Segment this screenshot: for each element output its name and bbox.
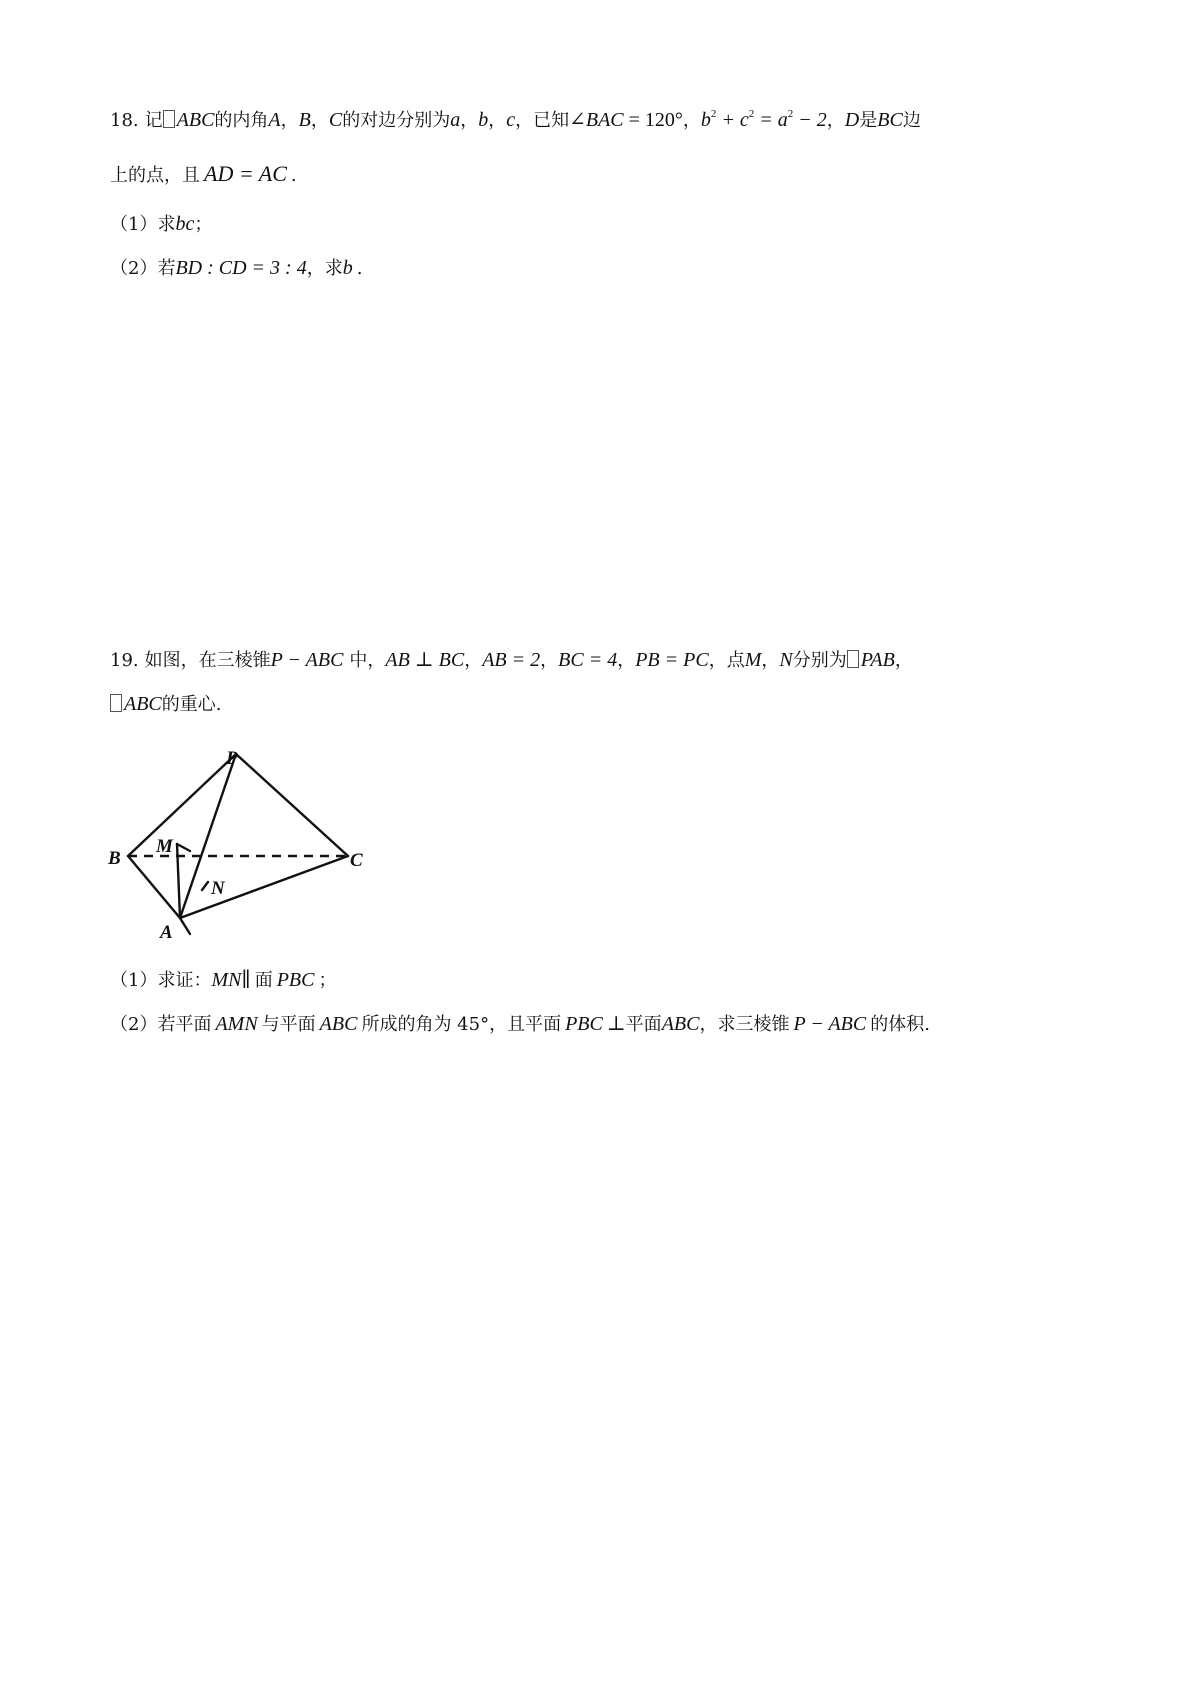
q19-text: 的重心. (161, 694, 222, 715)
triangle-symbol-icon (163, 110, 175, 128)
q19-bc-length: BC = 4 (558, 649, 618, 671)
q18-punct: ， (310, 110, 329, 131)
q19-punct: ， (540, 650, 559, 671)
parallel-symbol: ∥ (241, 969, 251, 991)
q19-text: 如图，在三棱锥 (144, 650, 271, 671)
q19-mn: MN (211, 969, 242, 991)
q18-punct: ， (826, 110, 845, 131)
q18-text: 是 (859, 110, 878, 131)
q19-punct: ， (894, 650, 913, 671)
q19-punct: ， (761, 650, 780, 671)
q19-text: 面 (254, 970, 273, 991)
q19-perpendicular: AB ⊥ BC (385, 649, 465, 671)
q19-triangle-pab: PAB (860, 649, 895, 671)
edge-ba (128, 856, 180, 918)
q19-part2-label: （2）若平面 (110, 1014, 212, 1035)
q18-part2-label: （2）若 (110, 258, 176, 279)
q19-pyramid: P − ABC (793, 1013, 867, 1035)
q19-triangle-abc: ABC (124, 693, 162, 715)
q18-punct: . (290, 165, 297, 186)
point-n-mark (202, 882, 208, 890)
q18-angle-value: = 120° (623, 109, 683, 131)
label-C: C (350, 850, 363, 871)
q19-pbc: PBC (276, 969, 315, 991)
q19-punct: ， (464, 650, 483, 671)
q18-text: 的对边分别为 (342, 110, 451, 131)
q18-ratio: BD : CD = 3 : 4 (175, 257, 307, 279)
q19-text: 与平面 (261, 1014, 316, 1035)
q18-text: ，求 (306, 258, 343, 279)
segment-a-extension (180, 918, 190, 934)
q18-var-a: a (450, 109, 461, 131)
q19-punct: ； (318, 970, 337, 991)
q18-text: 记 (144, 110, 163, 131)
eq-exponent: 2 (748, 108, 755, 120)
label-B: B (108, 848, 121, 869)
q19-pyramid: P − ABC (270, 649, 344, 671)
q19-var-M: M (744, 649, 762, 671)
q19-line-1 (110, 648, 913, 673)
q18-text: 边 (902, 110, 921, 131)
q18-var-B: B (298, 109, 311, 131)
q18-punct: ， (460, 110, 479, 131)
q18-equation (701, 109, 827, 131)
q18-line-1 (110, 108, 921, 133)
q18-part1-label: （1）求 (110, 214, 176, 235)
q18-part-2 (110, 256, 362, 281)
triangle-symbol-icon (110, 694, 122, 712)
q19-ab-length: AB = 2 (482, 649, 541, 671)
q18-bc: bc (175, 213, 195, 235)
label-A: A (160, 922, 173, 943)
q18-triangle-abc: ABC (176, 109, 215, 131)
perpendicular-symbol: ⊥ (606, 1013, 626, 1035)
eq-exponent: 2 (710, 108, 717, 120)
label-N: N (211, 878, 225, 899)
triangle-symbol-icon (847, 650, 859, 668)
q19-text: ，求三棱锥 (699, 1014, 790, 1035)
q18-line-2 (110, 162, 297, 188)
eq-c: c (739, 109, 749, 131)
q18-ad-ac: AD = AC (204, 161, 287, 186)
q18-text: 上的点，且 (110, 165, 200, 186)
eq-operator: = (754, 109, 778, 131)
q19-pbc: PBC (565, 1013, 603, 1035)
edge-pc (236, 754, 348, 856)
q19-pb-pc: PB = PC (635, 649, 709, 671)
q18-var-A: A (268, 109, 281, 131)
q19-abc: ABC (319, 1013, 358, 1035)
q18-text: ，已知 (515, 110, 570, 131)
label-M: M (156, 836, 173, 857)
q19-text: ，点 (708, 650, 745, 671)
q18-var-D: D (844, 109, 860, 131)
q18-var-b: b (342, 257, 353, 279)
eq-operator: + (716, 109, 740, 131)
question-number: 19. (110, 650, 139, 671)
q19-part-2 (110, 1012, 930, 1037)
q19-abc: ABC (661, 1013, 700, 1035)
q18-punct: ， (682, 110, 701, 131)
eq-operator: − 2 (793, 109, 827, 131)
q18-angle: ∠BAC (569, 109, 624, 131)
question-number: 18. (110, 110, 139, 131)
q19-text: 中， (349, 650, 386, 671)
q19-text: 所成的角为 45°，且平面 (361, 1014, 562, 1035)
q19-line-2 (110, 692, 222, 717)
q19-text: 平面 (625, 1014, 662, 1035)
q18-var-BC: BC (877, 109, 903, 131)
q19-text: 的体积. (870, 1014, 930, 1035)
q18-var-c: c (506, 109, 516, 131)
q19-amn: AMN (215, 1013, 258, 1035)
q19-var-N: N (779, 649, 793, 671)
q18-text: 的内角 (214, 110, 269, 131)
q18-punct: ， (280, 110, 299, 131)
q18-punct: ， (488, 110, 507, 131)
pyramid-diagram (110, 740, 380, 950)
label-P: P (226, 748, 238, 769)
q18-part-1 (110, 212, 212, 237)
q18-var-C: C (328, 109, 343, 131)
q19-text: 分别为 (792, 650, 847, 671)
q19-punct: ， (617, 650, 636, 671)
eq-b: b (700, 109, 711, 131)
segment-m-foot (177, 844, 190, 851)
q19-part1-label: （1）求证： (110, 970, 212, 991)
eq-exponent: 2 (787, 108, 794, 120)
q19-part-1 (110, 968, 336, 993)
q18-punct: . (356, 258, 363, 279)
q18-var-b: b (478, 109, 489, 131)
edge-pa (180, 754, 236, 918)
eq-a: a (777, 109, 788, 131)
q18-punct: ； (194, 214, 213, 235)
